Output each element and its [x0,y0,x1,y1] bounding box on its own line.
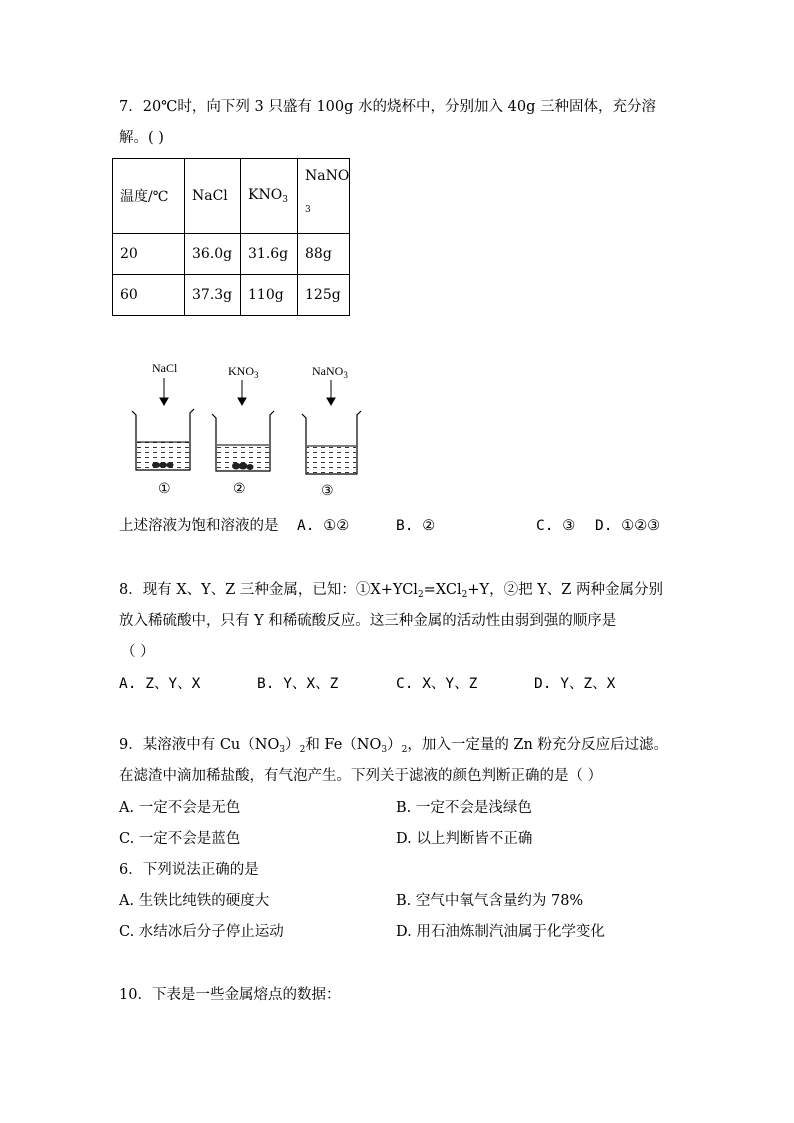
beaker-1-label: NaCl [152,361,178,375]
q8-option-c: C. X、Y、Z [396,676,478,692]
table-header-kno3: $KNO_3$ [241,159,298,234]
table-cell: 31.6g [241,234,298,275]
beaker-1-number: ① [158,481,171,497]
q6-stem: 6．下列说法正确的是 [119,862,259,878]
arrow-icon [160,378,335,405]
beaker-3-number: ③ [321,483,334,499]
q9-stem-line2: 在滤渣中滴加稀盐酸，有气泡产生。下列关于滤液的颜色判断正确的是（ ） [119,768,603,784]
q10-stem: 10．下表是一些金属熔点的数据： [119,987,341,1003]
table-header-temp: 温度/℃ [113,159,185,234]
beaker-2-label: $KNO_3$ [228,364,259,380]
beaker-2-icon [212,411,274,471]
table-cell: 37.3g [185,275,241,316]
table-header-nacl: NaCl [185,159,241,234]
q7-option-d: D. ①②③ [595,518,661,534]
q9-option-c: C. 一定不会是蓝色 [119,831,241,847]
q9-option-b: B. 一定不会是浅绿色 [396,800,532,816]
beaker-3-icon [302,411,361,474]
q8-option-a: A. Z、Y、X [119,676,201,692]
table-cell: 110g [241,275,298,316]
q9-stem-line1: 9．某溶液中有 $Cu(NO_3)_2$和 $Fe(NO_3)_2$，加入一定量的 Zn 粉充分反应后过滤。 [119,737,668,755]
q7-option-c: C. ③ [536,518,576,534]
table-cell: 36.0g [185,234,241,275]
q7-stem-line2: 解。( ) [119,130,164,146]
q7-stem-line1: 7．20℃时，向下列 3 只盛有 100g 水的烧杯中，分别加入 40g 三种固体，充分溶 [119,99,656,115]
q9-option-d: D. 以上判断皆不正确 [396,831,533,847]
table-header-nano3: NaNO $_3$ [298,159,350,234]
beakers-drawing [0,0,794,520]
table-cell: 88g [298,234,350,275]
q8-option-d: D. Y、Z、X [534,676,616,692]
q6-option-a: A. 生铁比纯铁的硬度大 [119,893,270,909]
q7-answer-line [119,516,279,536]
q7-option-a: A. ①② [297,518,350,534]
q8-stem-line3: （ ） [121,644,155,660]
q8-stem-line2: 放入稀硫酸中，只有 Y 和稀硫酸反应。这三种金属的活动性由弱到强的顺序是 [119,613,617,629]
beaker-2-number: ② [233,481,246,497]
beaker-1-icon [132,409,194,470]
q6-option-d: D. 用石油炼制汽油属于化学变化 [396,924,605,940]
table-cell: 125g [298,275,350,316]
table-cell: 60 [113,275,185,316]
table-cell: 20 [113,234,185,275]
q8-stem-line1: 8．现有 X、Y、Z 三种金属，已知：①X+YCl$_2$=XCl$_2$+Y，②把 Y、Z 两种金属分别 [119,582,663,600]
q7-answer-prefix: 上述溶液为饱和溶液的是 [119,518,279,534]
q8-option-b: B. Y、X、Z [257,676,339,692]
q9-option-a: A. 一定不会是无色 [119,800,241,816]
q6-option-b: B. 空气中氧气含量约为 78% [396,893,584,909]
q6-option-c: C. 水结冰后分子停止运动 [119,924,284,940]
beaker-3-label: NaNO$_3$ [312,364,348,380]
q7-option-b: B. ② [396,518,436,534]
